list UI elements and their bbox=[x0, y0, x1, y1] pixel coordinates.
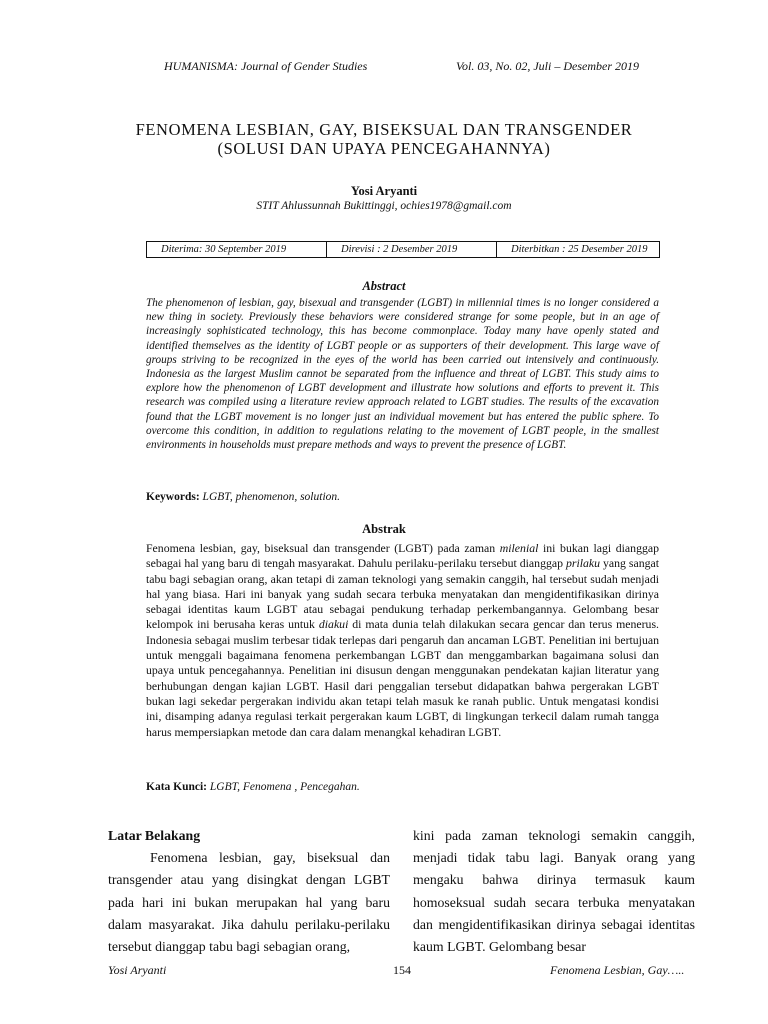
abstrak-part-3: yang sangat tabu bagi sebagian orang, akan tetapi di zaman teknologi yang semakin canggih, hal tersebut sudah menjadi hal yang biasa. Hari ini banyak yang sudah secara terbuka menyatakan dan mengidentifikasikan dirinya sebagai identitas kaum LGBT atau sebagai pendukung terhadap perkembangannya. Gelombang besar kelompok ini berusaha keras untuk bbox=[146, 556, 659, 632]
abstrak-part-4: di mata dunia telah dilakukan secara gencar dan terus menerus. Indonesia sebagai muslim terbesar tidak terlepas dari pengaruh dan ancaman LGBT. Penelitian ini bertujuan untuk menggali bagaimana fenomena perkembangan LGBT dan menggambarkan bagaimana solusi dan upaya untuk pencegahannya. Penelitian ini disusun dengan menggunakan pendekatan kajian literatur yang berhubungan dengan kajian LGBT. Hasil dari penggalian tersebut didapatkan bahwa pergerakan LGBT bukan lagi sekedar pergerakan individu akan tetapi telah masuk ke ranah public. Untuk mengatasi kondisi ini, disamping adanya regulasi terkait pergerakan kaum LGBT, di lingkungan terkecil dalam rumah tangga harus mempersiapkan metode dan cara dalam menangkal kehadiran LGBT. bbox=[146, 617, 659, 739]
kata-kunci-line bbox=[146, 781, 360, 793]
abstrak-heading: Abstrak bbox=[362, 522, 406, 536]
published-date: Diterbitkan : 25 Desember 2019 bbox=[511, 244, 648, 255]
author-name: Yosi Aryanti bbox=[350, 184, 418, 198]
revised-date: Direvisi : 2 Desember 2019 bbox=[327, 242, 497, 257]
keywords-value: LGBT, phenomenon, solution. bbox=[199, 491, 341, 503]
title-line-1: FENOMENA LESBIAN, GAY, BISEKSUAL DAN TRANSGENDER bbox=[135, 120, 633, 139]
footer-short-title: Fenomena Lesbian, Gay….. bbox=[550, 963, 685, 977]
kata-kunci-value: LGBT, Fenomena , Pencegahan. bbox=[207, 781, 360, 793]
body-column-left bbox=[108, 825, 390, 958]
dates-box bbox=[146, 241, 660, 258]
kata-kunci-label: Kata Kunci: bbox=[146, 781, 208, 793]
abstract-heading bbox=[0, 279, 768, 294]
abstrak-emphasis-1: milenial bbox=[499, 541, 539, 555]
volume-info: Vol. 03, No. 02, Juli – Desember 2019 bbox=[456, 59, 639, 73]
abstrak-emphasis-2: prilaku bbox=[565, 556, 601, 571]
footer-author: Yosi Aryanti bbox=[108, 963, 167, 977]
body-paragraph-left: Fenomena lesbian, gay, biseksual dan transgender atau yang disingkat dengan LGBT pada hari ini bukan merupakan hal yang baru dalam masyarakat. Jika dahulu perilaku-perilaku tersebut dianggap tabu bagi sebagian orang, bbox=[108, 850, 390, 955]
received-date: Diterima: 30 September 2019 bbox=[147, 242, 327, 257]
section-heading: Latar Belakang bbox=[108, 828, 201, 843]
body-column-right: kini pada zaman teknologi semakin canggih, menjadi tidak tabu lagi. Banyak orang yang mengaku bahwa dirinya termasuk kaum homoseksual sudah secara terbuka menyatakan dan mengidentifikasikan dirinya sebagai identitas kaum LGBT. Gelombang besar bbox=[413, 828, 695, 955]
keywords-label: Keywords: bbox=[146, 491, 200, 503]
abstract-heading-text: Abstract bbox=[362, 279, 406, 293]
abstract-english: The phenomenon of lesbian, gay, bisexual and transgender (LGBT) in millennial times is no longer considered a new thing in society. Previously these behaviors were considered strange for some people, but in an age of increasingly sophisticated technology, this has become commonplace. Today many have openly stated and identified themselves as the identity of LGBT people or as supporters of their development. This large wave of groups striving to be recognized in the eyes of the world has been carried out intensively and continuously. Indonesia as the largest Muslim cannot be separated from the influence and threat of LGBT. This study aims to explore how the phenomenon of LGBT development and illustrate how solutions and efforts to prevent it. This research was compiled using a literature review approach related to LGBT studies. The results of the excavation found that the LGBT movement is no longer just an individual movement but has entered the public sphere. To overcome this condition, in addition to regulations relating to the movement of LGBT people, in the smallest environments in households must prepare methods and ways to prevent the presence of LGBT. bbox=[146, 297, 659, 452]
abstrak-part-1: Fenomena lesbian, gay, biseksual dan transgender (LGBT) pada zaman bbox=[146, 541, 500, 555]
paper-title bbox=[0, 120, 768, 158]
abstrak-part-2: ini bukan lagi dianggap sebagai hal yang baru di tengah masyarakat. Dahulu perilaku-perilaku tersebut dianggap bbox=[146, 541, 659, 571]
page-number: 154 bbox=[393, 963, 411, 977]
title-line-2: (SOLUSI DAN UPAYA PENCEGAHANNYA) bbox=[217, 139, 551, 158]
abstrak-emphasis-3: diakui bbox=[318, 617, 349, 632]
journal-name: HUMANISMA: Journal of Gender Studies bbox=[164, 59, 368, 73]
abstrak-indonesian bbox=[146, 541, 659, 740]
keywords-line bbox=[146, 491, 340, 503]
author-affiliation: STIT Ahlussunnah Bukittinggi, ochies1978@gmail.com bbox=[256, 200, 512, 212]
